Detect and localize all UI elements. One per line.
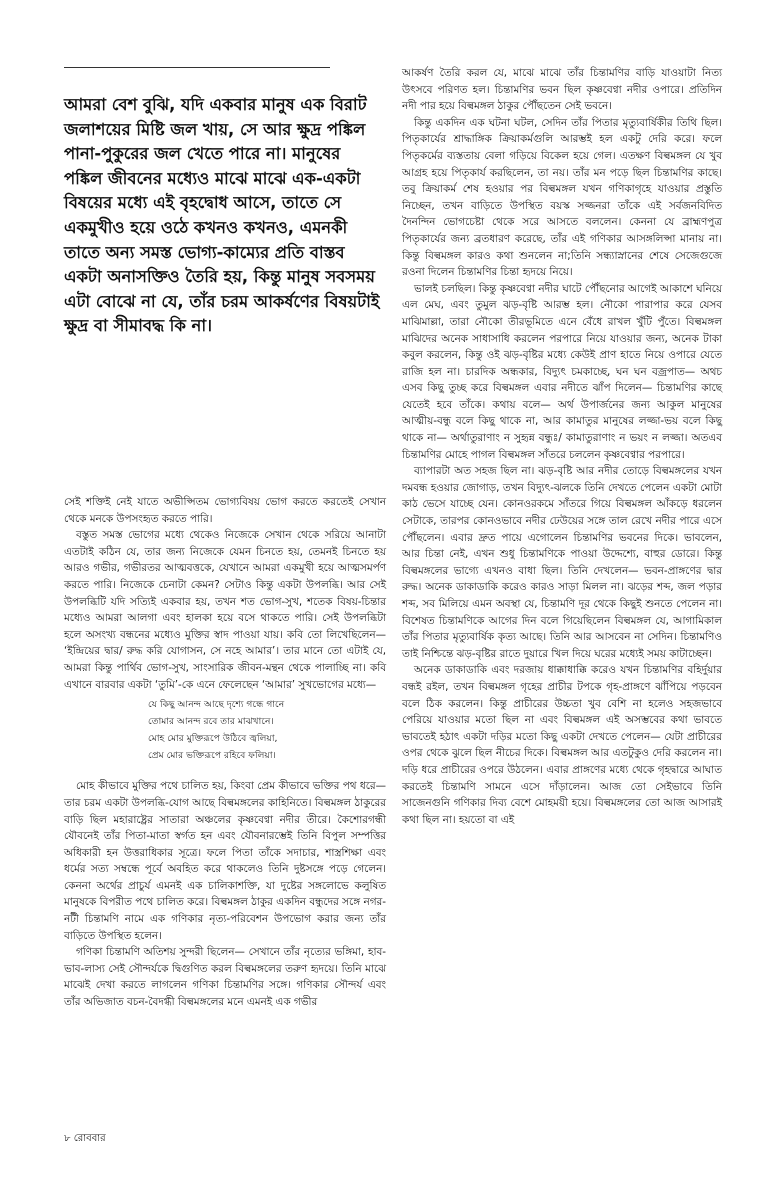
right-paragraph-1: আকর্ষণ তৈরি করল যে, মাঝে মাঝে তাঁর চিন্তামণির বাড়ি যাওয়াটা নিত্য উৎসবে পরিণত হল। চিন্তামণির ভবন ছিল কৃষ্ণবেণ্বা নদীর ওপারে। প্রতিদিন নদী পার হয়ে বিল্বমঙ্গল ঠাকুর পৌঁছতেন সেই ভবনে। [402,67,722,113]
right-column [402,65,722,828]
left-column [64,494,386,1011]
left-paragraph-2: বস্তুত সমস্ত ভোগের মধ্যে থেকেও নিজেকে সেখান থেকে সরিয়ে আনাটা এতটাই কঠিন যে, তার জন্য নিজেকে যেমন চিনতে হয়, তেমনই চিনতে হয় আরও গভীর, গভীরতর আত্মবত্তকে, যেখানে আমরা একমুখী হয়ে আত্মসমর্পণ করতে পারি। নিজেকে চেনাটা কেমন? সেটাও কিন্তু একটা উপলব্ধি। আর সেই উপলব্ধিটি যদি সত্যিই একবার হয়, তখন শত ভোগ-সুখ, শতেক বিষয়-চিন্তার মধ্যেও আমরা আলগা এবং হালকা হয়ে বসে থাকতে পারি। সেই উপলব্ধিটা হলে অসংখ্য বন্ধনের মধ্যেও মুক্তির স্বাদ পাওয়া যায়। কবি তো লিখেছিলেন— ‘ইন্দ্রিয়ের দ্বার/ রুদ্ধ করি যোগাসন, সে নহে আমার’। তার মানে তো এটাই যে, আমরা কিন্তু পার্থিব ভোগ-সুখ, সাংসারিক জীবন-মন্থন থেকে পালাচ্ছি না। কবি এখানে বারবার একটা ‘তুমি’-কে এনে ফেলেছেন ‘আমার’ সুখভোগের মধ্যে— [64,529,386,691]
page-footer [64,1131,106,1148]
left-paragraph-4: গণিকা চিন্তামণি অতিশয় সুন্দরী ছিলেন— সেখানে তাঁর নৃত্যের ভঙ্গিমা, হাব-ভাব-লাস্য সেই সৌন্দর্যকে দ্বিগুণিত করল বিল্বমঙ্গলের তরুণ হৃদয়ে। তিনি মাঝে মাঝেই দেখা করতে লাগলেন গণিকা চিন্তামণির সঙ্গে। গণিকার সৌন্দর্য এবং তাঁর অভিজাত বচন-বৈদগ্ধী বিল্বমঙ্গলের মনে এমনই এক গভীর [64,946,386,1009]
pull-quote: আমরা বেশ বুঝি, যদি একবার মানুষ এক বিরাট জলাশয়ের মিষ্টি জল খায়, সে আর ক্ষুদ্র পঙ্কিল পানা-পুকুরের জল খেতে পারে না। মানুষের পঙ্কিল জীবনের মধ্যেও মাঝে মাঝে এক-একটা বিষয়ের মধ্যে এই বৃহদ্বোধ আসে, তাতে সে একমুখীও হয়ে ওঠে কখনও কখনও, এমনকী তাতে অন্য সমস্ত ভোগ্য-কাম্যের প্রতি বাস্তব একটা অনাসক্তিও তৈরি হয়, কিন্তু মানুষ সবসময় এটা বোঝে না যে, তাঁর চরম আকর্ষণের বিষয়টাই ক্ষুদ্র বা সীমাবদ্ধ কি না। [64,95,380,336]
right-paragraph-4: ব্যাপারটা অত সহজ ছিল না। ঝড়-বৃষ্টি আর নদীর তোড়ে বিল্বমঙ্গলের যখন দমবন্ধ হওয়ার জোগাড়, তখন বিদ্যুৎ-ঝলকে তিনি দেখতে পেলেন একটা মোটা কাঠ ভেসে যাচ্ছে যেন। কোনওরকমে সাঁতরে গিয়ে বিল্বমঙ্গল আঁকড়ে ধরলেন সেটাকে, তারপর কোনওভাবে নদীর ঢেউয়ের সঙ্গে তাল রেখে নদীর পারে এসে পৌঁছলেন। এবার দ্রুত পায়ে এগোলেন চিন্তামণির ভবনের দিকে। ভাবলেন, আর চিন্তা নেই, এখন শুধু চিন্তামণিকে পাওয়া উদ্দেশ্যে, বাহুর ডোরে। কিন্তু বিল্বমঙ্গলের ভাগ্যে এখনও বাধা ছিল। তিনি দেখলেন— ভবন-প্রাঙ্গণের দ্বার রুদ্ধ। অনেক ডাকাডাকি করেও কারও সাড়া মিলল না। ঝড়ের শব্দ, জল পড়ার শব্দ, সব মিলিয়ে এমন অবস্থা যে, চিন্তামণি দূর থেকে কিছুই শুনতে পেলেন না। বিশেষত চিন্তামণিকে আগের দিন বলে গিয়েছিলেন বিল্বমঙ্গল যে, আগামিকাল তাঁর পিতার মৃত্যুবার্ষিক কৃত্য আছে। তিনি আর আসবেন না সেদিন। চিন্তামণিও তাই নিশ্চিন্তে ঝড়-বৃষ্টির রাতে দুয়ারে খিল দিয়ে ঘরের মধ্যেই সময় কাটাচ্ছেন। [402,465,722,660]
page-number: ৮ [64,1133,71,1144]
verse-line: প্রেম মোর ভক্তিরূপে রহিবে ফলিয়া। [148,749,276,761]
verse-line: যে কিছু আনন্দ আছে দৃশ্যে গন্ধে গানে [148,699,285,711]
top-rule [64,67,330,68]
right-paragraph-2: কিন্তু একদিন এক ঘটনা ঘটল, সেদিন তাঁর পিতার মৃত্যুবার্ষিকীর তিথি ছিল। পিতৃকার্যের শ্রাদ্ধাঙ্গিক ক্রিয়াকর্মগুলি আরম্ভই হল একটু দেরি করে। ফলে পিতৃকর্মের ব্যস্ততায় বেলা গড়িয়ে বিকেল হয়ে গেল। এতক্ষণ বিল্বমঙ্গল যে খুব আগ্রহ হয়ে পিতৃকার্য করছিলেন, তা নয়। তাঁর মন পড়ে ছিল চিন্তামণির কাছে। তবু ক্রিয়াকর্ম শেষ হওয়ার পর বিল্বমঙ্গল যখন গণিকাগৃহে যাওয়ার প্রস্তুতি নিচ্ছেন, তখন বাড়িতে উপস্থিত বয়স্ক সজ্জনরা তাঁকে এই সর্বজনবিদিত দৈনন্দিন ভোগচেষ্টা থেকে সরে আসতে বললেন। কেননা যে ব্রাহ্মণপুত্র পিতৃকার্যের জন্য ব্রতধারণ করেছে, তাঁর এই গণিকার আসঙ্গলিপ্সা মানায় না। কিন্তু বিল্বমঙ্গল কারও কথা শুনলেন না;তিনি সন্ধ্যাস্নানের শেষে সেজেগুজে রওনা দিলেন চিন্তামণির চিন্তা হৃদয়ে নিয়ে। [402,116,722,279]
magazine-name: রোববার [73,1133,106,1144]
right-paragraph-3: ভালই চলছিল। কিন্তু কৃষ্ণবেণ্বা নদীর ঘাটে পৌঁছনোর আগেই আকাশে ঘনিয়ে এল মেঘ, এবং তুমুল ঝড়-বৃষ্টি আরম্ভ হল। নৌকো পারাপার করে যেসব মাঝিমাল্লা, তারা নৌকো তীরভূমিতে এনে বেঁধে রাখল খুঁটি পুঁতে। বিল্বমঙ্গল মাঝিদের অনেক সাধাসাধি করলেন পরপারে নিয়ে যাওয়ার জন্য, অনেক টাকা কবুল করলেন, কিন্তু ওই ঝড়-বৃষ্টির মধ্যে কেউই প্রাণ হাতে নিয়ে ওপারে যেতে রাজি হল না। চারদিক অন্ধকার, বিদ্যুৎ চমকাচ্ছে, ঘন ঘন বজ্রপাত— অথচ এসব কিছু তুচ্ছ করে বিল্বমঙ্গল এবার নদীতে ঝাঁপ দিলেন— চিন্তামণির কাছে যেতেই হবে তাঁকে। কথায় বলে— অর্থ উপার্জনের জন্য আকুল মানুষের আত্মীয়-বন্ধু বলে কিছু থাকে না, আর কামাতুর মানুষের লজ্জা-ভয় বলে কিছু থাকে না— অর্থাতুরাণাং ন সুহৃন্ন বন্ধুঃ/ কামাতুরাণাং ন ভয়ং ন লজ্জা। অতএব চিন্তামণির মোহে পাগল বিল্বমঙ্গল সাঁতরে চললেন কৃষ্ণবেণ্বার পরপারে। [402,282,722,461]
verse-line: তোমার আনন্দ রবে তার মাঝখানে। [148,715,274,727]
right-paragraph-5: অনেক ডাকাডাকি এবং দরজায় ধাক্কাধাক্কি করেও যখন চিন্তামণির বহির্দুয়ার বন্ধই রইল, তখন বিল্বমঙ্গল গৃহের প্রাচীর টপকে গৃহ-প্রাঙ্গণে ঝাঁপিয়ে পড়বেন বলে ঠিক করলেন। কিন্তু প্রাচীরের উচ্চতা খুব বেশি না হলেও সহজভাবে পেরিয়ে যাওয়ার মতো ছিল না এবং বিল্বমঙ্গল এই অসম্ভবের কথা ভাবতে ভাবতেই হঠাৎ একটা দড়ির মতো কিছু একটা দেখতে পেলেন— যেটা প্রাচীরের ওপর থেকে ঝুলে ছিল নীচের দিকে। বিল্বমঙ্গল আর এতটুকুও দেরি করলেন না। দড়ি ধরে প্রাচীরের ওপরে উঠলেন। এবার প্রাঙ্গণের মধ্যে থেকে গৃহদ্বারে আঘাত করতেই চিন্তামণি সামনে এসে দাঁড়ালেন। আজ তো সেইভাবে তিনি সাজেনগুনি গণিকার দিব্য বেশে মোহময়ী হয়ে। বিল্বমঙ্গলের তো আজ আসারই কথা ছিল না। হয়তো বা এই [402,664,722,826]
verse-line: মোহ মোর মুক্তিরূপে উঠিবে জ্বলিয়া, [148,732,278,744]
left-paragraph-3: মোহ কীভাবে মুক্তির পথে চালিত হয়, কিংবা প্রেম কীভাবে ভক্তির পথ ধরে— তার চরম একটা উপলব্ধি-যোগ আছে বিল্বমঙ্গলের কাহিনিতে। বিল্বমঙ্গল ঠাকুরের বাড়ি ছিল মহারাষ্ট্রের সাতারা অঞ্চলের কৃষ্ণবেণ্বা নদীর তীরে। কৈশোরগন্ধী যৌবনেই তাঁর পিতা-মাতা স্বর্গত হন এবং যৌবনারম্ভেই তিনি বিপুল সম্পত্তির অধিকারী হন উত্তরাধিকার সূত্রে। ফলে পিতা তাঁকে সদাচার, শাস্ত্রশিক্ষা এবং ধর্মের সত্য সম্বন্ধে পূর্বে অবহিত করে থাকলেও তিনি দুষ্টসঙ্গে পড়ে গেলেন। কেননা অর্থের প্রাচুর্য এমনই এক চালিকাশক্তি, যা দুষ্টের সঙ্গলোভে কলুষিত মানুষকে বিপরীত পথে চালিত করে। বিল্বমঙ্গল ঠাকুর একদিন বন্ধুদের সঙ্গে নগর-নটী চিন্তামণি নামে এক গণিকার নৃত্য-পরিবেশন উপভোগ করার জন্য তাঁর বাড়িতে উপস্থিত হলেন। [64,780,386,942]
left-paragraph-1: সেই শক্তিই নেই যাতে অভীপ্সিতম ভোগ্যবিষয় ভোগ করতে করতেই সেখান থেকে মনকে উপসংহৃত করতে পারি। [64,496,386,525]
poem-verse [148,697,386,764]
